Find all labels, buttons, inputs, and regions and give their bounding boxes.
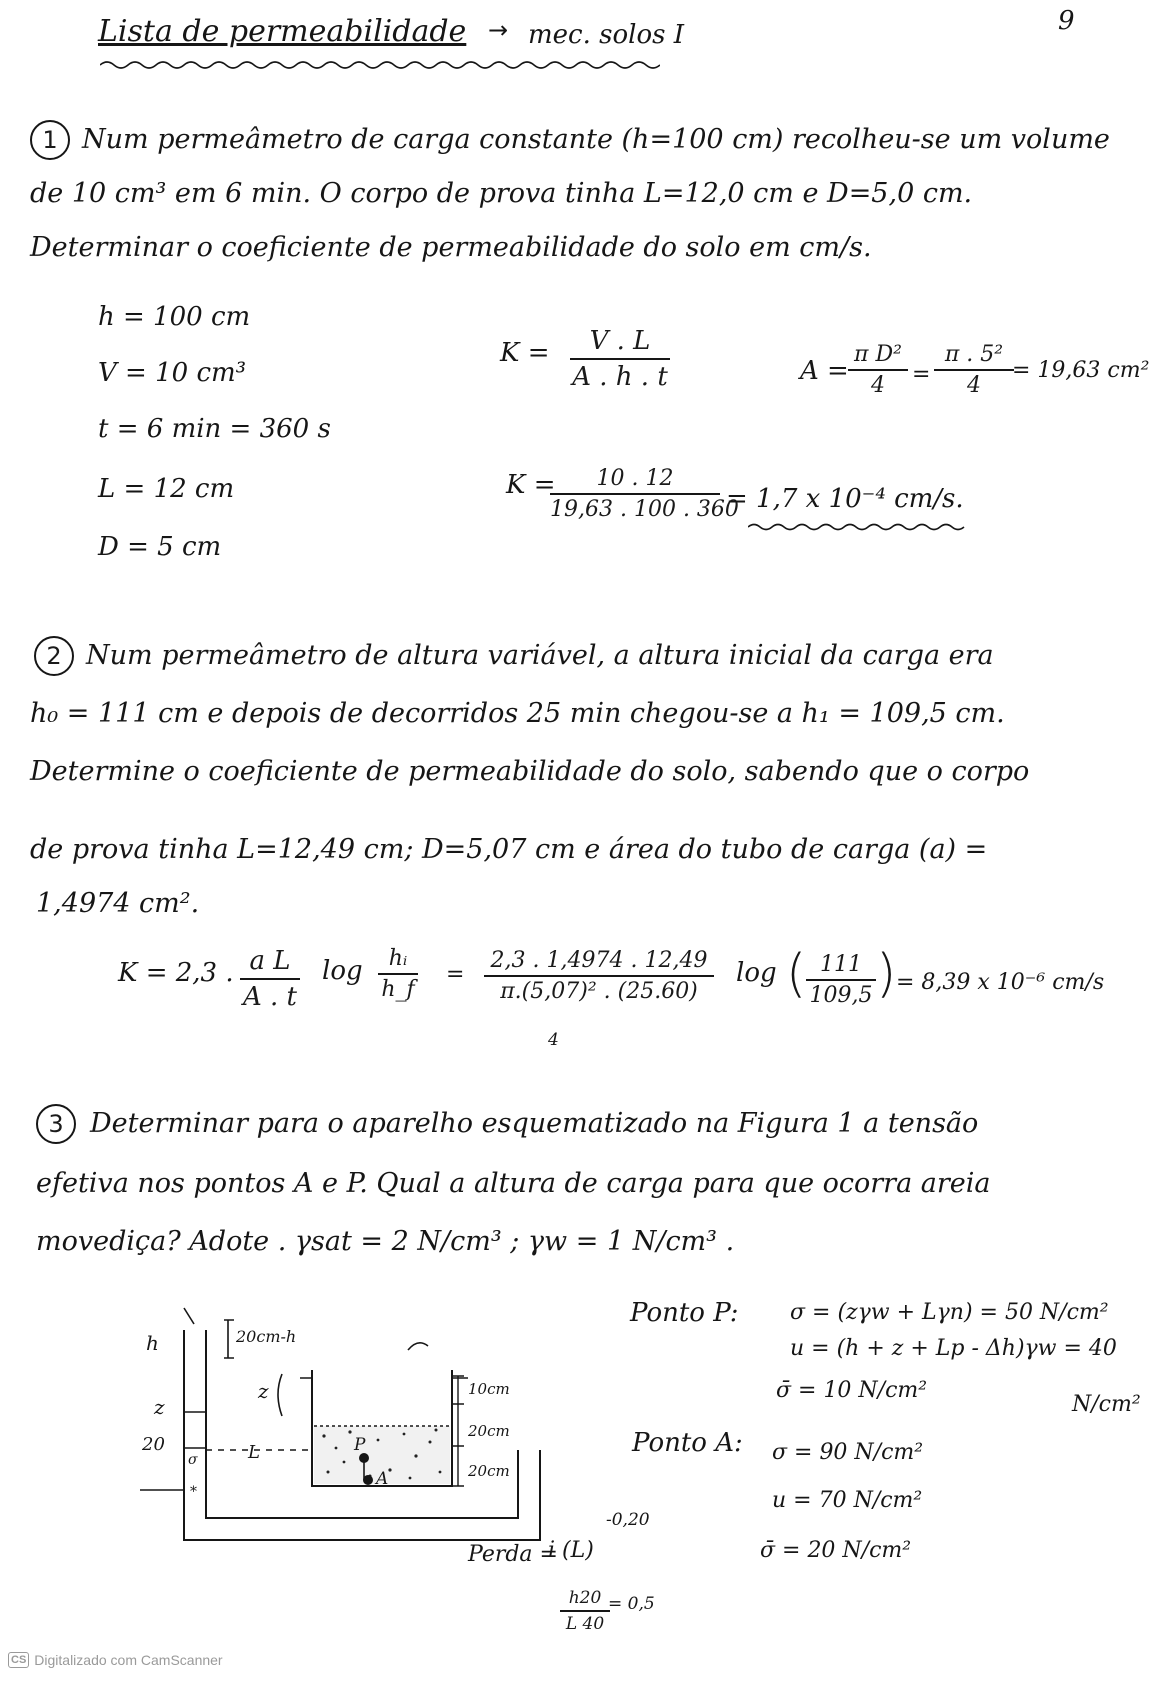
fig-label-10cm: 10cm	[468, 1380, 510, 1398]
q2-equals: =	[446, 962, 465, 987]
q1-k-numerator: V . L	[589, 326, 651, 356]
ponto-p-sigma: σ = (zγw + Lγn) = 50 N/cm²	[790, 1300, 1109, 1325]
fig-label-a: A	[376, 1469, 389, 1489]
q1-k2-denominator: 19,63 . 100 . 360	[550, 497, 739, 522]
fig-label-h: h	[146, 1331, 159, 1355]
q1-area-numerator-2: π . 5²	[944, 342, 1004, 367]
q1-k2-result: = 1,7 x 10⁻⁴ cm/s.	[726, 484, 964, 514]
camscanner-logo: CS	[8, 1652, 29, 1668]
q2-result: = 8,39 x 10⁻⁶ cm/s	[896, 970, 1105, 995]
fig-label-20cm-h: 20cm-h	[236, 1327, 297, 1346]
q2-calc-denominator: π.(5,07)² . (25.60)	[500, 979, 698, 1004]
perda-result: = 0,5	[608, 1594, 655, 1614]
q3-statement-line2: efetiva nos pontos A e P. Qual a altura de carga para que ocorra areia	[36, 1168, 991, 1199]
q2-statement-line5: 1,4974 cm².	[36, 888, 200, 919]
q2-log2-numerator: 111	[820, 952, 862, 977]
right-paren: )	[876, 944, 897, 1004]
perda-fraction	[560, 1588, 610, 1634]
perda-denominator: L 40	[565, 1614, 605, 1634]
scanner-watermark	[8, 1652, 223, 1668]
fraction-bar	[484, 975, 714, 977]
q1-k-formula	[570, 326, 670, 392]
q2-log-fraction	[378, 946, 418, 1002]
fraction-bar	[570, 358, 670, 360]
left-paren: (	[786, 944, 807, 1004]
ponto-a-sigma-eff: σ̄ = 20 N/cm²	[760, 1538, 912, 1563]
ponto-p-label: Ponto P:	[630, 1298, 739, 1328]
q2-calc-denominator-sub: 4	[548, 1030, 559, 1050]
perda-numerator: h20	[568, 1588, 602, 1608]
perda-exponent: -0,20	[606, 1510, 650, 1530]
ponto-a-sigma: σ = 90 N/cm²	[772, 1440, 924, 1465]
figure-1-apparatus-diagram	[140, 1290, 660, 1580]
q1-area-result: = 19,63 cm²	[1012, 358, 1150, 383]
fraction-bar	[240, 978, 300, 980]
q2-log-denominator: h_f	[381, 977, 415, 1002]
fraction-bar	[560, 1610, 610, 1612]
fig-label-sigma: σ	[188, 1452, 198, 1468]
fraction-bar	[848, 369, 908, 371]
q2-k-formula	[240, 946, 300, 1012]
title-underline	[100, 58, 660, 72]
q2-log2-fraction	[806, 952, 876, 1008]
perda-expression: i (L)	[548, 1538, 594, 1563]
perda-label: Perda =	[468, 1542, 558, 1567]
ponto-p-sigma-eff: σ̄ = 10 N/cm²	[776, 1378, 928, 1403]
q1-area-label: A =	[800, 356, 849, 386]
q1-statement-line3: Determinar o coeficiente de permeabilidade do solo em cm/s.	[30, 232, 872, 263]
fraction-bar	[550, 493, 720, 495]
q2-calc-fraction	[484, 948, 714, 1004]
document-title: Lista de permeabilidade	[98, 14, 467, 49]
q2-log-numerator: hᵢ	[388, 946, 408, 971]
q2-k-denominator: A . t	[242, 982, 298, 1012]
q1-area-formula	[848, 342, 908, 398]
q2-log-label: log	[322, 956, 363, 986]
q2-k-numerator: a L	[249, 946, 291, 976]
q2-k-label: K = 2,3 .	[118, 958, 234, 988]
q1-given-l: L = 12 cm	[98, 474, 235, 504]
q1-k2-label: K =	[506, 470, 556, 500]
document-subtitle: mec. solos I	[528, 20, 684, 50]
q1-k2-formula	[550, 466, 739, 522]
fig-label-20cm-b: 20cm	[468, 1462, 510, 1480]
q1-given-d: D = 5 cm	[98, 532, 222, 562]
q1-statement-line2: de 10 cm³ em 6 min. O corpo de prova tinha L=12,0 cm e D=5,0 cm.	[30, 178, 973, 209]
q1-k-label: K =	[500, 338, 550, 368]
fig-label-p: P	[354, 1435, 366, 1455]
q3-statement-line3: movediça? Adote . γsat = 2 N/cm³ ; γw = 1 N/cm³ .	[36, 1226, 735, 1257]
question-2-number: 2	[34, 636, 74, 676]
fraction-bar	[934, 369, 1014, 371]
fig-label-20cm-a: 20cm	[468, 1422, 510, 1440]
q1-k-denominator: A . h . t	[572, 362, 668, 392]
q1-area-formula-2	[934, 342, 1014, 398]
q1-area-denominator: 4	[871, 373, 885, 398]
q2-statement-line3: Determine o coeficiente de permeabilidade do solo, sabendo que o corpo	[30, 756, 1030, 787]
fig-label-20: 20	[142, 1434, 165, 1455]
ponto-p-u: u = (h + z + Lp - Δh)γw = 40	[790, 1336, 1117, 1361]
q1-given-v: V = 10 cm³	[98, 358, 247, 388]
fraction-bar	[806, 979, 876, 981]
fig-label-z: z	[154, 1395, 165, 1419]
title-arrow: →	[488, 16, 509, 44]
q2-log2-denominator: 109,5	[809, 983, 873, 1008]
page-number: 9	[1058, 6, 1075, 36]
q2-calc-numerator: 2,3 . 1,4974 . 12,49	[490, 948, 708, 973]
q2-statement-line2: h₀ = 111 cm e depois de decorridos 25 min chegou-se a h₁ = 109,5 cm.	[30, 698, 1005, 729]
result-underline	[748, 520, 968, 534]
fig-label-z2: z	[258, 1379, 269, 1403]
q1-k2-numerator: 10 . 12	[596, 466, 674, 491]
q1-area-numerator: π D²	[854, 342, 902, 367]
watermark-text: Digitalizado com CamScanner	[34, 1652, 223, 1668]
q1-given-h: h = 100 cm	[98, 302, 251, 332]
question-3-number: 3	[36, 1104, 76, 1144]
ponto-p-u-unit: N/cm²	[1072, 1392, 1141, 1417]
q1-statement-line1: Num permeâmetro de carga constante (h=100 cm) recolheu-se um volume	[82, 124, 1110, 155]
q1-area-equals: =	[912, 362, 931, 387]
fig-label-l: L	[248, 1442, 260, 1463]
q2-statement-line1: Num permeâmetro de altura variável, a altura inicial da carga era	[86, 640, 994, 671]
q3-statement-line1: Determinar para o aparelho esquematizado na Figura 1 a tensão	[90, 1108, 979, 1139]
q2-log2-label: log	[736, 958, 777, 988]
ponto-a-label: Ponto A:	[632, 1428, 743, 1458]
ponto-a-u: u = 70 N/cm²	[772, 1488, 923, 1513]
q1-area-denominator-2: 4	[967, 373, 981, 398]
fraction-bar	[378, 973, 418, 975]
question-1-number: 1	[30, 120, 70, 160]
q2-statement-line4: de prova tinha L=12,49 cm; D=5,07 cm e área do tubo de carga (a) =	[30, 834, 988, 865]
fig-label-star: *	[190, 1484, 197, 1500]
q1-given-t: t = 6 min = 360 s	[98, 414, 331, 444]
